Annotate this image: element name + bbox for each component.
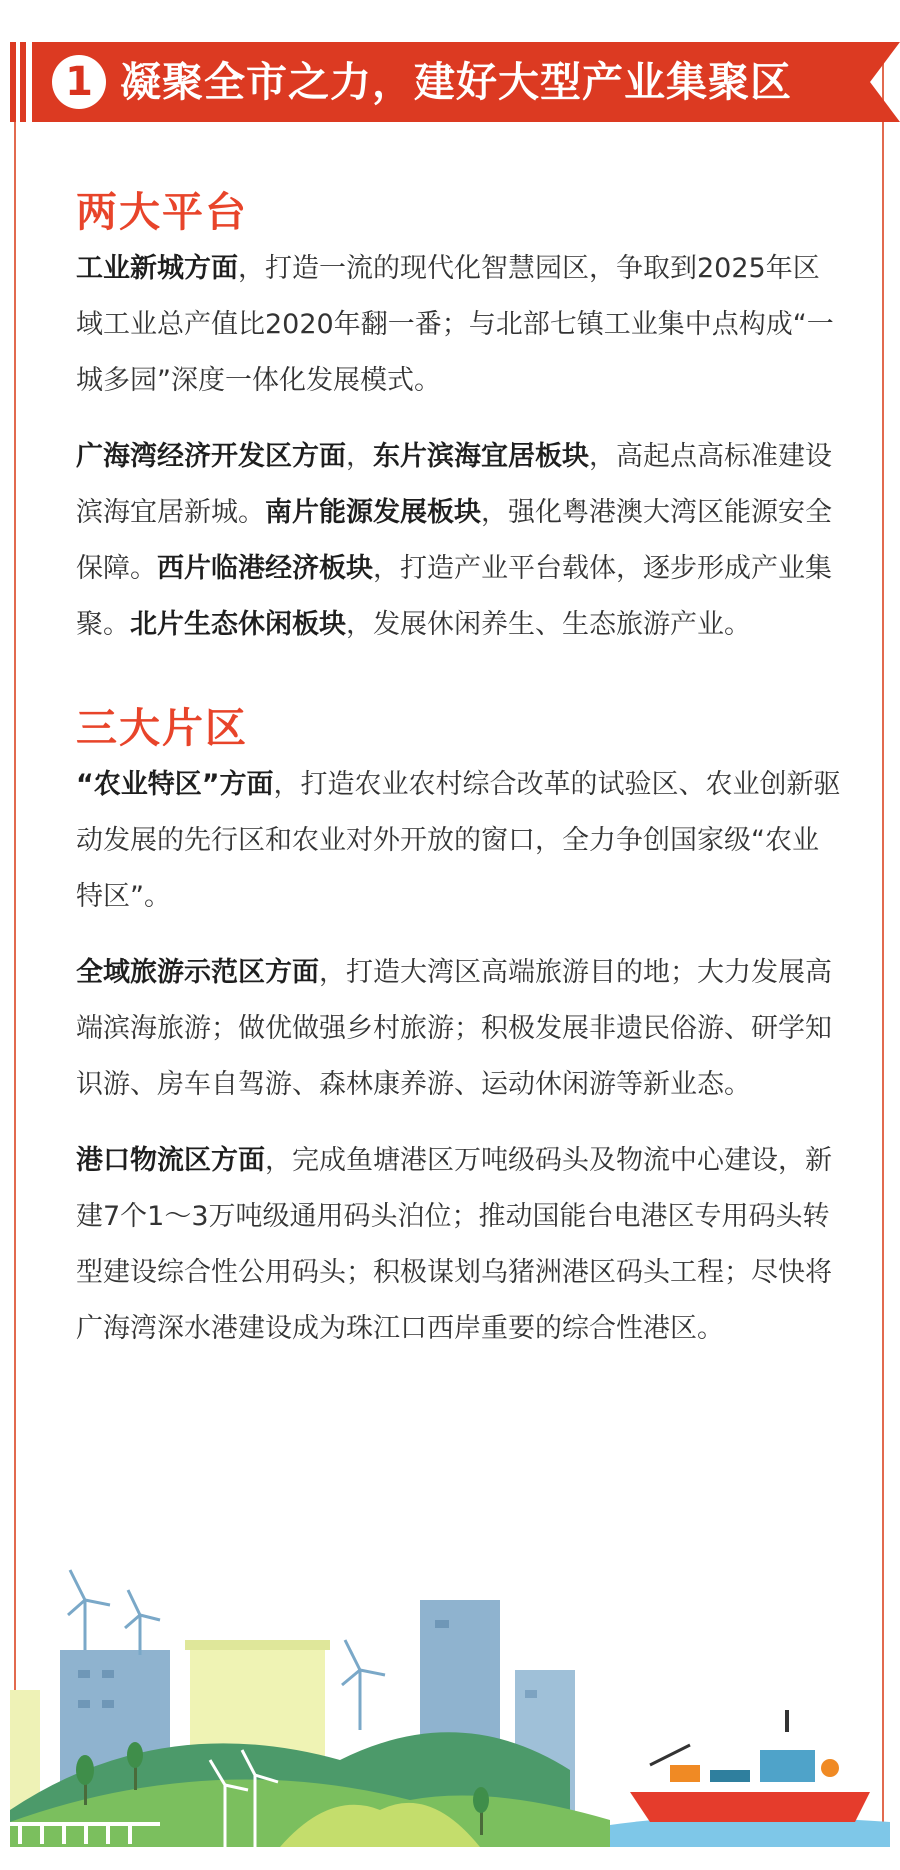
section-three-zones bbox=[76, 701, 842, 1357]
bold-lead: 港口物流区方面 bbox=[76, 1145, 265, 1176]
paragraph-agriculture-zone bbox=[76, 757, 842, 925]
section-title: 三大片区 bbox=[76, 704, 248, 752]
bold-lead: “农业特区”方面 bbox=[76, 769, 274, 800]
bold-lead: 北片生态休闲板块 bbox=[130, 609, 346, 640]
text-run: ，打造农业农村综合改革的试验区、农业创新驱动发展的先行区和农业对外开放的窗口，全力争创国家级“农业特区”。 bbox=[76, 769, 841, 912]
text-run: ，完成鱼塘港区万吨级码头及物流中心建设，新建7个1～3万吨级通用码头泊位；推动国能台电港区专用码头转型建设综合性公用码头；积极谋划乌猪洲港区码头工程；尽快将广海湾深水港建设成为珠江口西岸重要的综合性港区。 bbox=[76, 1145, 832, 1344]
bold-lead: 西片临港经济板块 bbox=[157, 553, 373, 584]
banner-title: 凝聚全市之力，建好大型产业集聚区 bbox=[120, 58, 792, 106]
text-run: ，高起点高标准建设滨海宜居新城。 bbox=[76, 441, 832, 528]
bold-lead: 广海湾经济开发区方面 bbox=[76, 441, 346, 472]
section-title: 两大平台 bbox=[76, 188, 248, 236]
bold-lead: 工业新城方面 bbox=[76, 253, 238, 284]
bold-lead: 东片滨海宜居板块 bbox=[373, 441, 589, 472]
section-two-platforms bbox=[76, 185, 842, 653]
article-content bbox=[76, 185, 842, 1377]
text-run: ， bbox=[346, 441, 373, 472]
bold-lead: 全域旅游示范区方面 bbox=[76, 957, 319, 988]
ship-icon bbox=[630, 1710, 870, 1822]
section-banner bbox=[10, 42, 900, 122]
text-run: ，打造产业平台载体，逐步形成产业集聚。 bbox=[76, 553, 832, 640]
section-number-badge: 1 bbox=[52, 55, 106, 109]
city-landscape-illustration bbox=[10, 1560, 890, 1847]
text-run: ，强化粤港澳大湾区能源安全保障。 bbox=[76, 497, 832, 584]
paragraph-port-logistics bbox=[76, 1133, 842, 1357]
bold-lead: 南片能源发展板块 bbox=[265, 497, 481, 528]
text-run: ，打造大湾区高端旅游目的地；大力发展高端滨海旅游；做优做强乡村旅游；积极发展非遗民俗游、研学知识游、房车自驾游、森林康养游、运动休闲游等新业态。 bbox=[76, 957, 832, 1100]
paragraph-industrial-new-city bbox=[76, 241, 842, 409]
text-run: ，打造一流的现代化智慧园区，争取到2025年区域工业总产值比2020年翻一番；与北部七镇工业集中点构成“一城多园”深度一体化发展模式。 bbox=[76, 253, 834, 396]
paragraph-guanghai-bay bbox=[76, 429, 842, 653]
paragraph-tourism-zone bbox=[76, 945, 842, 1113]
text-run: ，发展休闲养生、生态旅游产业。 bbox=[346, 609, 751, 640]
